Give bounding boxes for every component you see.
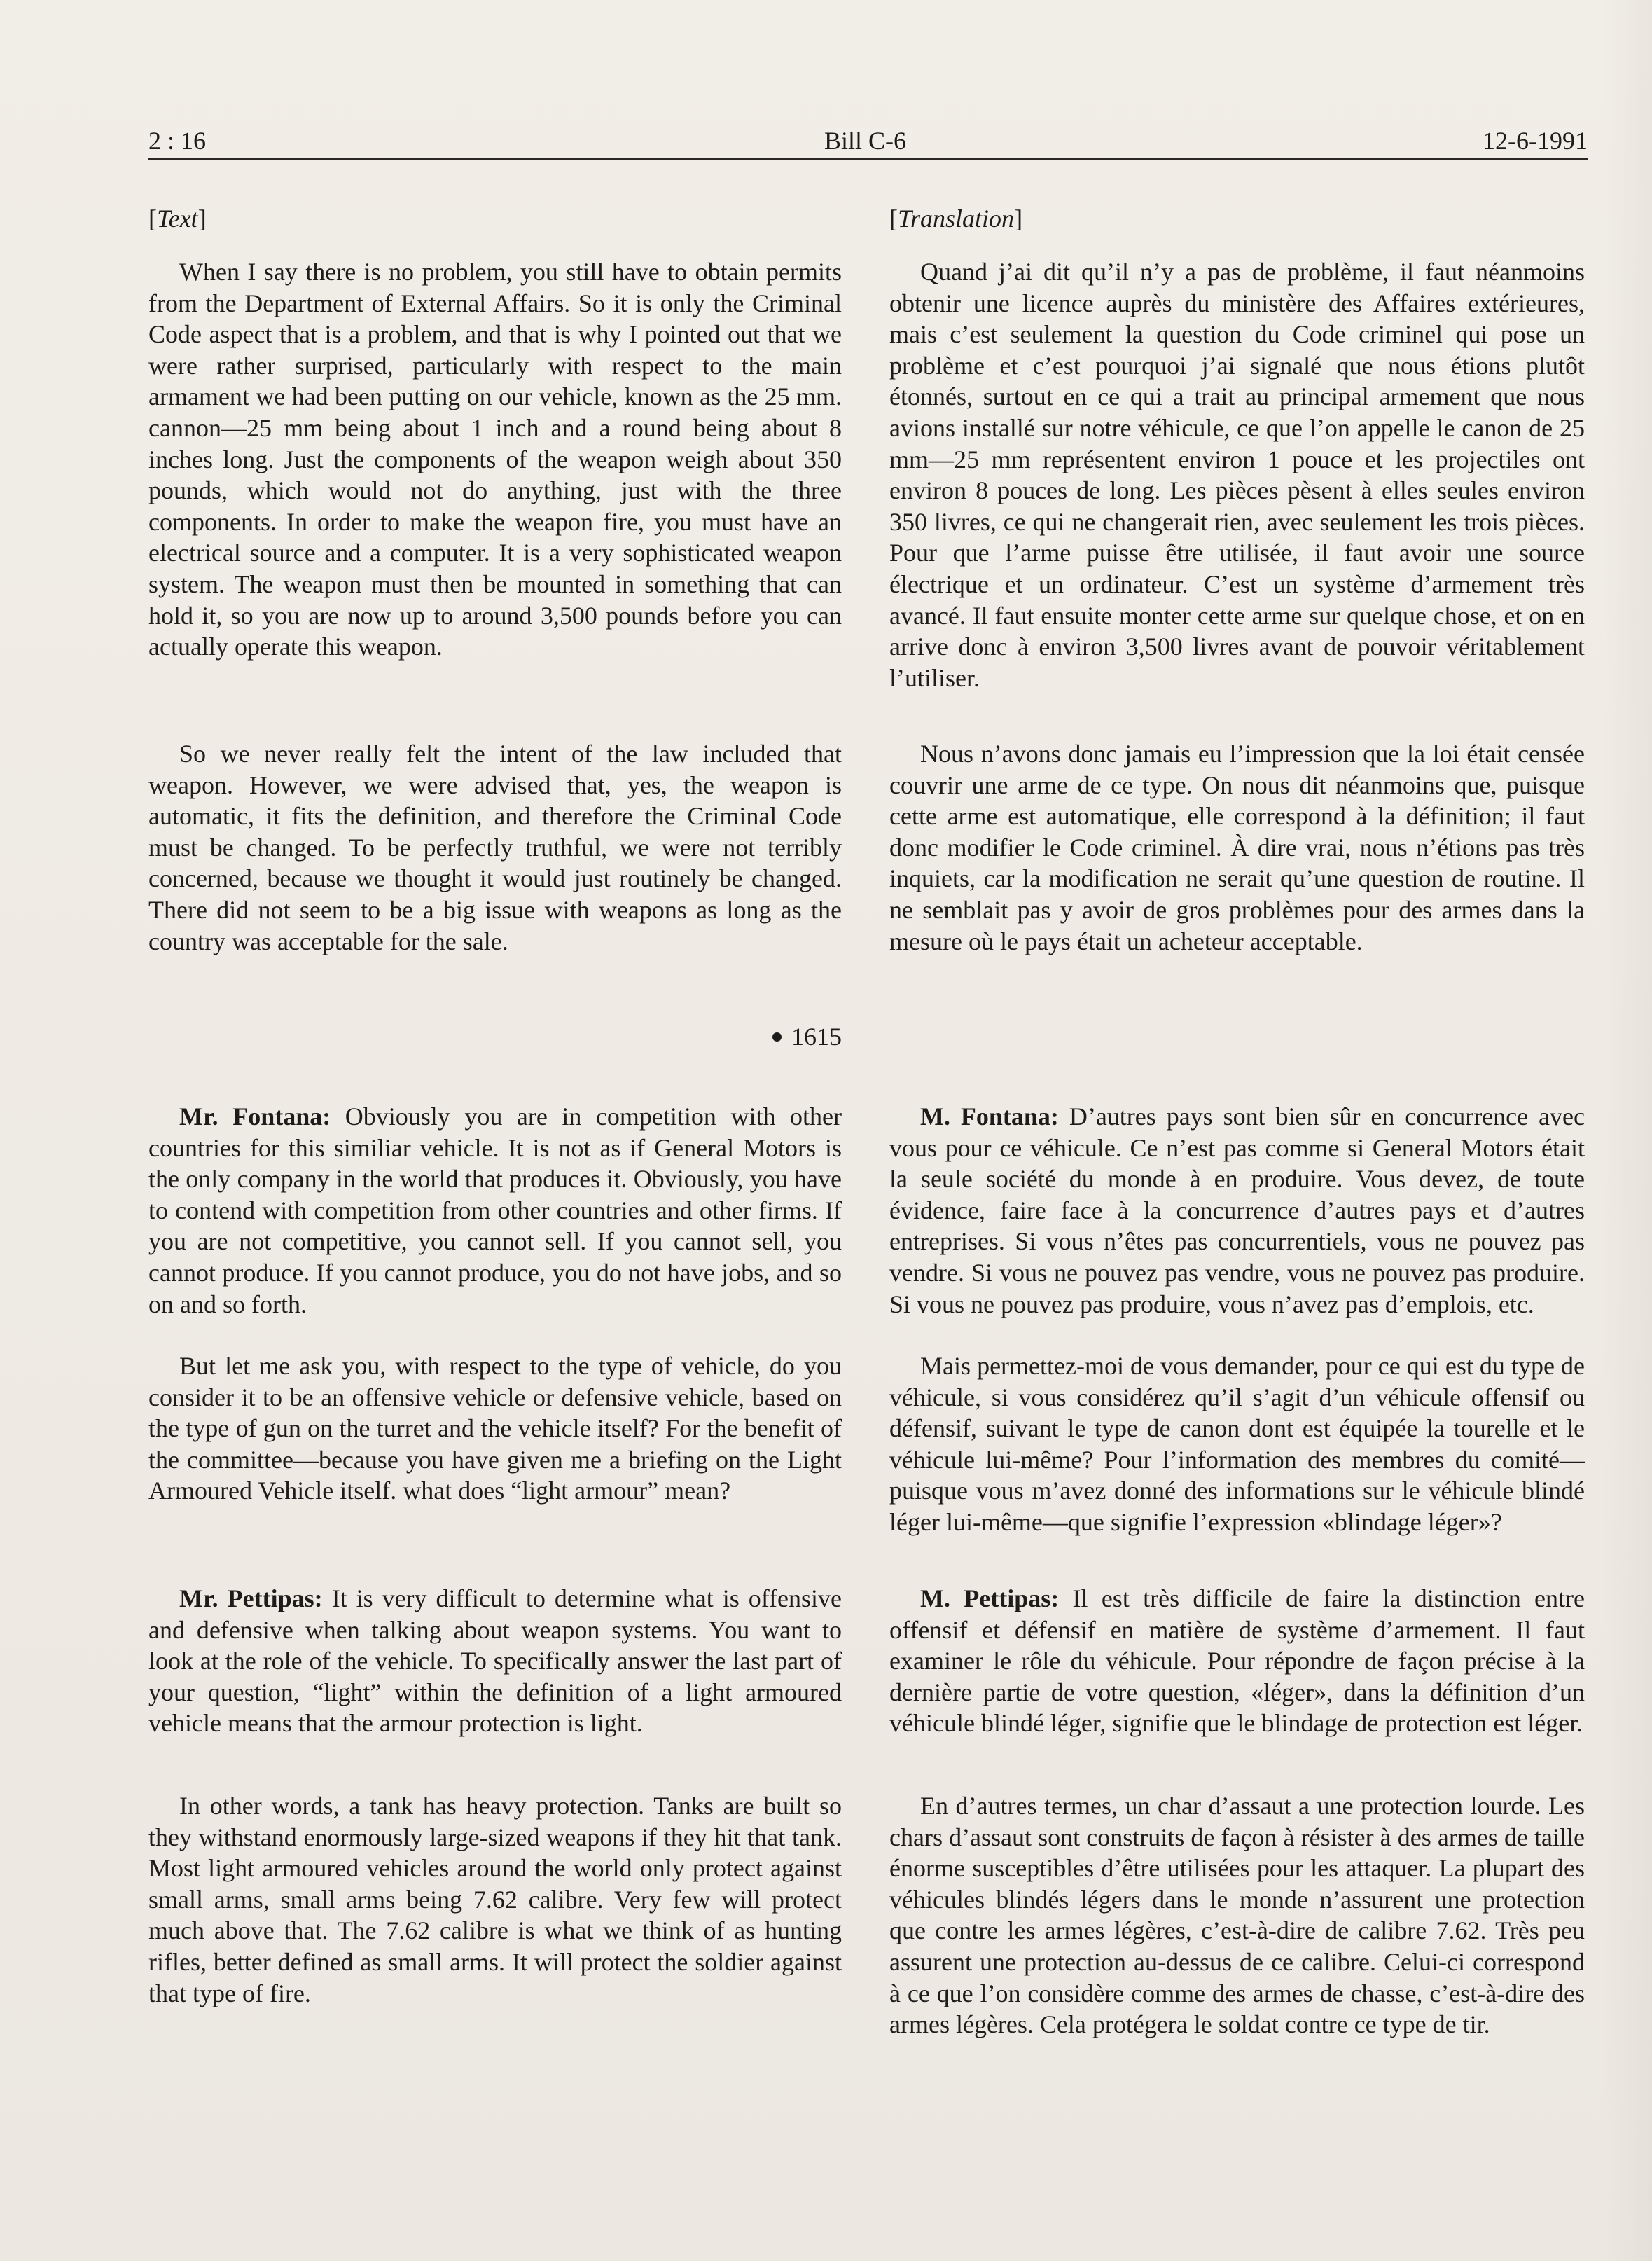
english-paragraph-2: So we never really felt the intent of the law included that weapon. However, we were advised that, yes, the weapon is automatic, it fits the definition, and therefore the Criminal Code must be changed. To be perfectly truthful, we were not terribly concerned, because we thought it would just routinely be changed. There did not seem to be a big issue with weapons as long as the country was acceptable for the sale.: [148, 740, 842, 955]
text-label: [Text]: [148, 205, 207, 233]
french-paragraph-6: En d’autres termes, un char d’assaut a une protection lourde. Les chars d’assaut sont construits de façon à résister à des armes de taille énorme susceptibles d’être utilisées pour les attaquer. La plupart des véhicules blindés légers dans le monde n’assurent une protection que contre les armes légères, c’est-à-dire de calibre 7.62. Très peu assurent une protection au-dessus de ce calibre. Celui-ci correspond à ce que l’on considère comme des armes de chasse, c’est-à-dire des armes légères. Cela protégera le soldat contre ce type de tir.: [889, 1792, 1585, 2039]
french-paragraph-pettipas: [889, 1583, 1585, 1739]
header-rule: [148, 158, 1588, 160]
french-paragraph-question: Mais permettez-moi de vous demander, pour ce qui est du type de véhicule, si vous considérez qu’il s’agit d’un véhicule offensif ou défensif, suivant le type de canon dont est équipée la tourelle et le véhicule lui-même? Pour l’information des membres du comité—puisque vous m’avez donné des informations sur le véhicule blindé léger lui-même—que signifie l’expression «blindage léger»?: [889, 1352, 1585, 1536]
french-column: [889, 203, 1585, 2094]
timestamp-value: 1615: [791, 1023, 842, 1051]
french-paragraph-2: Nous n’avons donc jamais eu l’impression que la loi était censée couvrir une arme de ce type. On nous dit néanmoins que, puisque cette arme est automatique, elle correspond à la définition; il faut donc modifier le Code criminel. À dire vrai, nous n’étions pas très inquiets, car la modification ne serait qu’une question de routine. Il ne semblait pas y avoir de gros problèmes pour des armes dans la mesure où le pays était un acheteur acceptable.: [889, 740, 1585, 955]
speaker-pettipas-fr: M. Pettipas:: [920, 1584, 1060, 1612]
pettipas-remarks: It is very difficult to determine what is offensive and defensive when talking about weapon systems. You want to look at the role of the vehicle. To specifically answer the last part of your question, “light” within the definition of a light armoured vehicle means that the armour protection is light.: [148, 1584, 842, 1738]
english-paragraph-pettipas: [148, 1583, 842, 1739]
fontana-remarks-fr: D’autres pays sont bien sûr en concurrence avec vous pour ce véhicule. Ce n’est pas comme si General Motors était la seule société du monde à en produire. Vous devez, de toute évidence, faire face à la concurrence d’autres pays et d’autres entreprises. Si vous n’êtes pas concurrentiels, vous ne pouvez pas vendre. Si vous ne pouvez pas vendre, vous ne pouvez pas produire. Si vous ne pouvez pas produire, vous n’avez pas d’emplois, etc.: [889, 1102, 1585, 1318]
translation-label-word: Translation: [898, 205, 1015, 233]
fontana-remarks: Obviously you are in competition with other countries for this similiar vehicle. It is not as if General Motors is the only company in the world that produces it. Obviously, you have to contend with competition from other countries and other firms. If you are not competitive, you cannot sell. If you cannot sell, you cannot produce. If you cannot produce, you do not have jobs, and so on and so forth.: [148, 1102, 842, 1318]
french-paragraph-1: Quand j’ai dit qu’il n’y a pas de problème, il faut néanmoins obtenir une licence auprès du ministère des Affaires extérieures, mais c’est seulement la question du Code criminel qui pose un problème et c’est pourquoi j’ai signalé que nous étions plutôt étonnés, surtout en ce qui a trait au principal armement que nous avions installé sur notre véhicule, ce que l’on appelle le canon de 25 mm—25 mm représentent environ 1 pouce et les projectiles ont environ 8 pouces de long. Les pièces pèsent à elles seules environ 350 livres, ce qui ne changerait rien, avec seulement les trois pièces. Pour que l’arme puisse être utilisée, il faut avoir une source électrique et un ordinateur. C’est un système d’armement très avancé. Il faut ensuite monter cette arme sur quelque chose, et on en arrive donc à environ 3,500 livres avant de pouvoir véritablement l’utiliser.: [889, 258, 1585, 692]
page-edge-shadow: [1603, 0, 1652, 2261]
speaker-fontana: Mr. Fontana:: [179, 1102, 331, 1130]
english-paragraph-fontana: [148, 1101, 842, 1320]
speaker-fontana-fr: M. Fontana:: [920, 1102, 1059, 1130]
english-paragraph-1: When I say there is no problem, you still have to obtain permits from the Department of External Affairs. So it is only the Criminal Code aspect that is a problem, and that is why I pointed out that we were rather surprised, particularly with respect to the main armament we had been putting on our vehicle, known as the 25 mm. cannon—25 mm being about 1 inch and a round being about 8 inches long. Just the components of the weapon weigh about 350 pounds, which would not do anything, just with the three components. In order to make the weapon fire, you must have an electrical source and a computer. It is a very sophisticated weapon system. The weapon must then be mounted in something that can hold it, so you are now up to around 3,500 pounds before you can actually operate this weapon.: [148, 258, 842, 661]
text-label-word: Text: [157, 205, 198, 233]
page-header: [148, 123, 1588, 163]
page-number: 2 : 16: [148, 127, 207, 155]
english-column: [148, 203, 842, 2094]
pettipas-remarks-fr: Il est très difficile de faire la distinction entre offensif et défensif en matière de système d’armement. Il faut examiner le rôle du véhicule. Pour répondre de façon précise à la dernière partie de votre question, «léger», dans la définition d’un véhicule blindé léger, signifie que le blindage de protection est léger.: [889, 1584, 1585, 1738]
translation-label: [Translation]: [889, 205, 1023, 233]
timestamp: [632, 1021, 842, 1053]
speaker-pettipas: Mr. Pettipas:: [179, 1584, 323, 1612]
english-paragraph-question: But let me ask you, with respect to the type of vehicle, do you consider it to be an offensive vehicle or defensive vehicle, based on the type of gun on the turret and the vehicle itself? For the benefit of the committee—because you have given me a briefing on the Light Armoured Vehicle itself. what does “light armour” mean?: [148, 1352, 842, 1505]
header-date: 12-6-1991: [1483, 127, 1588, 155]
bullet-icon: [772, 1032, 782, 1042]
english-paragraph-6: In other words, a tank has heavy protection. Tanks are built so they withstand enormously large-sized weapons if they hit that tank. Most light armoured vehicles around the world only protect against small arms, small arms being 7.62 calibre. Very few will protect much above that. The 7.62 calibre is what we think of as hunting rifles, better defined as small arms. It will protect the soldier against that type of fire.: [148, 1792, 842, 2007]
french-paragraph-fontana: [889, 1101, 1585, 1320]
bill-title: Bill C-6: [824, 127, 907, 155]
